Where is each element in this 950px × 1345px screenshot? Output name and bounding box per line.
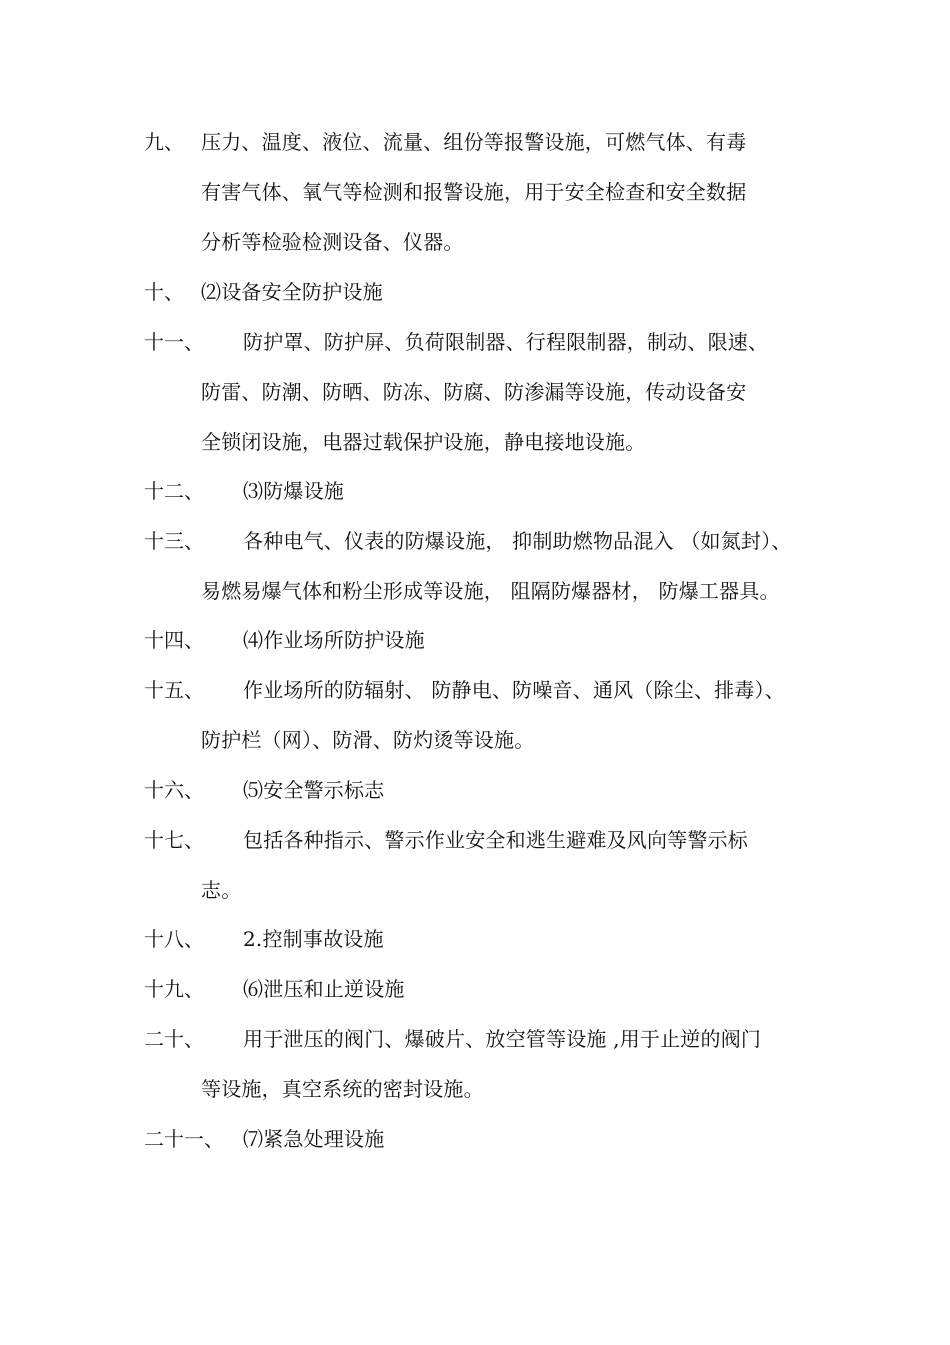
item-number: 十六、 bbox=[144, 778, 204, 802]
item-number: 十、 bbox=[144, 280, 184, 304]
section-heading: ⑹泄压和止逆设施 bbox=[243, 977, 405, 1001]
item-number: 十五、 bbox=[144, 678, 204, 702]
item-number: 十一、 bbox=[144, 330, 204, 354]
item-line: 包括各种指示、警示作业安全和逃生避难及风向等警示标 bbox=[243, 828, 748, 852]
item-number: 十三、 bbox=[144, 529, 204, 553]
item-line: 防护罩、防护屏、负荷限制器、行程限制器，制动、限速、 bbox=[243, 330, 769, 354]
section-heading: 2.控制事故设施 bbox=[243, 927, 384, 951]
item-number: 十四、 bbox=[144, 628, 204, 652]
section-heading: ⑺紧急处理设施 bbox=[243, 1127, 385, 1151]
item-line: 分析等检验检测设备、仪器。 bbox=[201, 230, 464, 254]
item-line: 各种电气、仪表的防爆设施， 抑制助燃物品混入 （如氮封）、 bbox=[243, 529, 792, 553]
item-number: 十二、 bbox=[144, 479, 204, 503]
item-line: 压力、温度、液位、流量、组份等报警设施，可燃气体、有毒 bbox=[201, 130, 747, 154]
section-heading: ⑷作业场所防护设施 bbox=[243, 628, 425, 652]
item-line: 用于泄压的阀门、爆破片、放空管等设施 ,用于止逆的阀门 bbox=[243, 1027, 762, 1051]
item-number: 十八、 bbox=[144, 927, 204, 951]
item-number: 十九、 bbox=[144, 977, 204, 1001]
item-number: 二十一、 bbox=[144, 1127, 224, 1151]
item-number: 十七、 bbox=[144, 828, 204, 852]
item-line: 作业场所的防辐射、 防静电、防噪音、通风（除尘、排毒）、 bbox=[243, 678, 785, 702]
item-line: 有害气体、氧气等检测和报警设施，用于安全检查和安全数据 bbox=[201, 180, 747, 204]
item-number: 二十、 bbox=[144, 1027, 204, 1051]
item-line: 志。 bbox=[201, 878, 242, 902]
item-line: 防雷、防潮、防晒、防冻、防腐、防渗漏等设施，传动设备安 bbox=[201, 380, 747, 404]
section-heading: ⑵设备安全防护设施 bbox=[201, 280, 383, 304]
item-line: 全锁闭设施，电器过载保护设施，静电接地设施。 bbox=[201, 430, 646, 454]
item-line: 等设施，真空系统的密封设施。 bbox=[201, 1077, 484, 1101]
section-heading: ⑶防爆设施 bbox=[243, 479, 344, 503]
section-heading: ⑸安全警示标志 bbox=[243, 778, 385, 802]
item-line: 防护栏（网）、防滑、防灼烫等设施。 bbox=[201, 728, 535, 752]
item-line: 易燃易爆气体和粉尘形成等设施， 阻隔防爆器材， 防爆工器具。 bbox=[201, 579, 780, 603]
item-number: 九、 bbox=[144, 130, 184, 154]
